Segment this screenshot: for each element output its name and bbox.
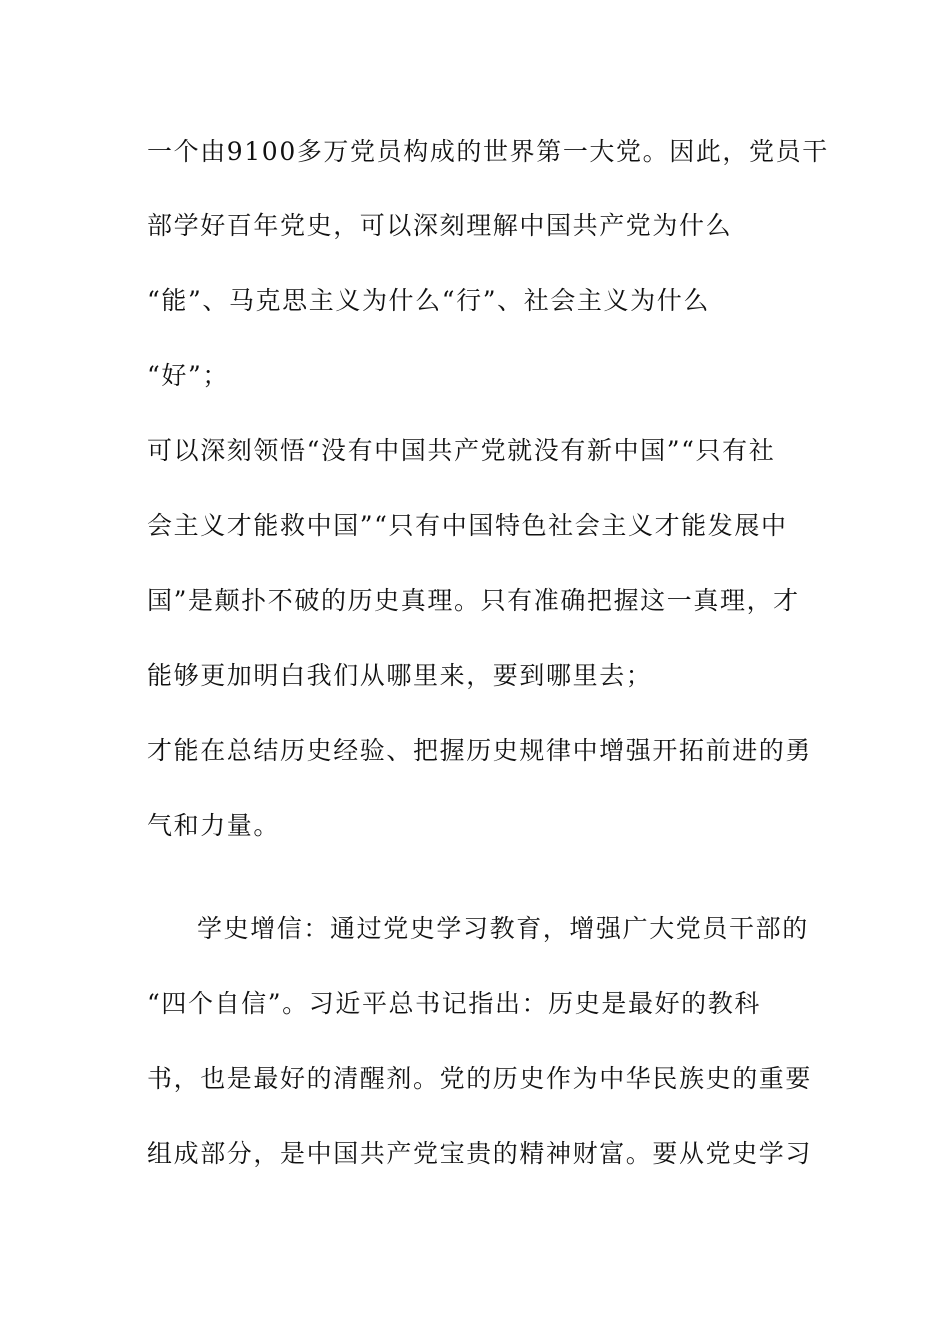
text-line: “能”、马克思主义为什么“行”、社会主义为什么 (147, 286, 710, 315)
text-line: 才能在总结历史经验、把握历史规律中增强开拓前进的勇 (147, 736, 813, 765)
text-line: “四个自信”。习近平总书记指出：历史是最好的教科 (147, 989, 761, 1018)
text-line: 会主义才能救中国”“只有中国特色社会主义才能发展中 (147, 511, 788, 540)
text-line: 可以深刻领悟“没有中国共产党就没有新中国”“只有社 (147, 436, 776, 465)
text-line: “好”； (147, 361, 229, 390)
text-line: 能够更加明白我们从哪里来，要到哪里去； (147, 661, 653, 690)
text-line: 气和力量。 (147, 811, 281, 840)
text-line: 一个由9100多万党员构成的世界第一大党。因此，党员干 (147, 137, 829, 166)
text-line: 组成部分，是中国共产党宝贵的精神财富。要从党史学习 (147, 1139, 813, 1168)
paragraph-first-line: 学史增信：通过党史学习教育，增强广大党员干部的 (197, 914, 809, 943)
text-line: 国”是颠扑不破的历史真理。只有准确把握这一真理，才 (147, 586, 800, 615)
text-line: 书，也是最好的清醒剂。党的历史作为中华民族史的重要 (147, 1064, 813, 1093)
text-line: 部学好百年党史，可以深刻理解中国共产党为什么 (147, 211, 733, 240)
